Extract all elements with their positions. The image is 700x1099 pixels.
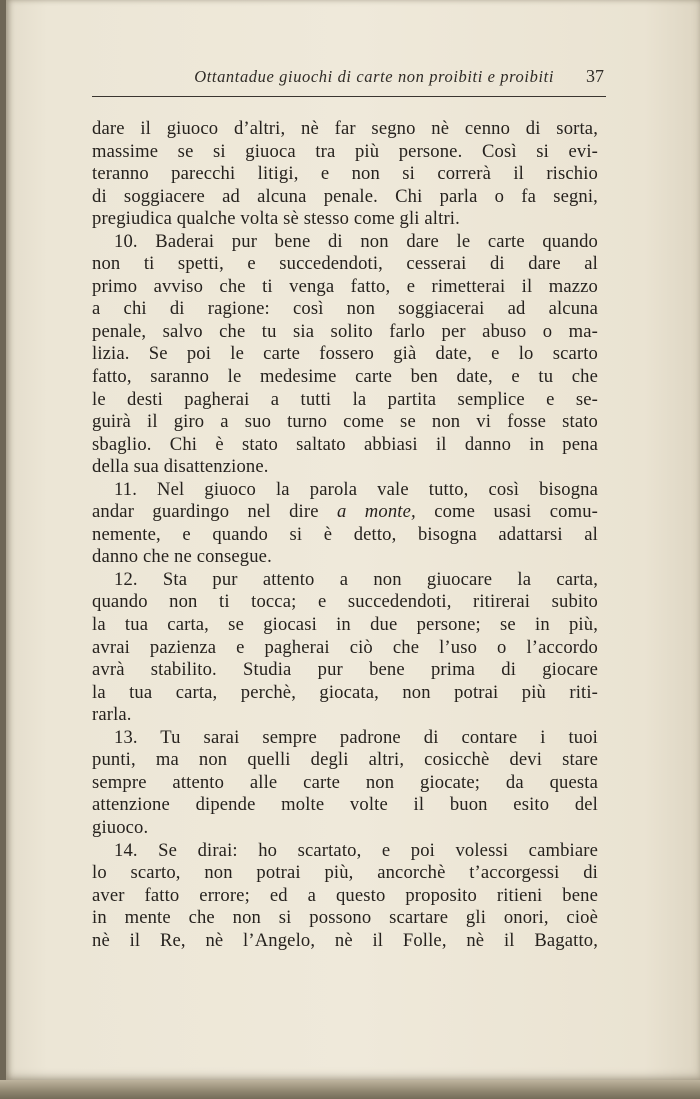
text-line: quando non ti tocca; e succedendoti, ritirerai subito xyxy=(92,591,598,613)
text-line: a chi di ragione: così non soggiacerai ad alcuna xyxy=(92,298,598,320)
text-line: guirà il giro a suo turno come se non vi fosse stato xyxy=(92,411,598,433)
text-line: pregiudica qualche volta sè stesso come gli altri. xyxy=(92,208,460,230)
text-line: lo scarto, non potrai più, ancorchè t’accorgessi di xyxy=(92,862,598,884)
text-line: giuoco. xyxy=(92,816,149,838)
text-line: in mente che non si possono scartare gli onori, cioè xyxy=(92,907,598,929)
text-line: rarla. xyxy=(92,704,132,726)
text-line: sempre attento alle carte non giocate; da questa xyxy=(92,771,598,793)
text-line: sbaglio. Chi è stato saltato abbiasi il danno in pena xyxy=(92,433,598,455)
text-line: teranno parecchi litigi, e non si correrà il rischio xyxy=(92,163,598,185)
paragraph-14-line: 14. Se dirai: ho scartato, e poi volessi cambiare xyxy=(114,839,598,861)
text-line: lizia. Se poi le carte fossero già date, e lo scarto xyxy=(92,343,598,365)
text-segment: 11. Nel giuoco la parola vale tutto, così bisogna xyxy=(114,478,598,500)
paragraph-11-line xyxy=(92,479,598,502)
page-number: 37 xyxy=(586,66,604,86)
text-line: la tua carta, se giocasi in due persone; se in più, xyxy=(92,614,598,636)
text-line: le desti pagherai a tutti la partita semplice e se- xyxy=(92,388,598,410)
text-line: primo avviso che ti venga fatto, e rimetterai il mazzo xyxy=(92,275,598,297)
text-segment: andar guardingo nel dire xyxy=(92,501,337,523)
text-line: penale, salvo che tu sia solito farlo per abuso o ma- xyxy=(92,320,598,342)
text-line: avrai pazienza e pagherai ciò che l’uso o l’accordo xyxy=(92,636,598,658)
text-line: massime se si giuoca tra più persone. Così si evi- xyxy=(92,140,598,162)
text-segment: come usasi comu- xyxy=(415,501,599,523)
paragraph-10-line: 10. Baderai pur bene di non dare le carte quando xyxy=(114,230,598,252)
text-line: della sua disattenzione. xyxy=(92,456,269,478)
text-line-with-italic xyxy=(92,501,598,524)
italic-phrase: a monte, xyxy=(336,501,416,523)
text-line: nè il Re, nè l’Angelo, nè il Folle, nè il Bagatto, xyxy=(92,929,598,951)
paragraph-12-line: 12. Sta pur attento a non giuocare la carta, xyxy=(114,568,598,590)
text-line: danno che ne consegue. xyxy=(92,546,272,568)
text-line: dare il giuoco d’altri, nè far segno nè cenno di sorta, xyxy=(92,118,598,139)
text-line: punti, ma non quelli degli altri, cosicchè devi stare xyxy=(92,749,598,771)
running-header xyxy=(92,60,606,97)
text-line: attenzione dipende molte volte il buon esito del xyxy=(92,794,598,816)
text-line: aver fatto errore; ed a questo proposito ritieni bene xyxy=(92,884,598,906)
text-line: non ti spetti, e succedendoti, cesserai di dare al xyxy=(92,253,598,275)
running-title: Ottantadue giuochi di carte non proibiti e proibiti xyxy=(194,67,554,86)
text-line: la tua carta, perchè, giocata, non potrai più riti- xyxy=(92,681,598,703)
paragraph-13-line: 13. Tu sarai sempre padrone di contare i tuoi xyxy=(114,726,598,748)
text-line: nemente, e quando si è detto, bisogna adattarsi al xyxy=(92,523,598,545)
text-line: di soggiacere ad alcuna penale. Chi parla o fa segni, xyxy=(92,185,598,207)
book-page xyxy=(6,0,700,1080)
body-text xyxy=(92,118,598,952)
text-line: avrà stabilito. Studia pur bene prima di giocare xyxy=(92,659,598,681)
page-bottom-edge xyxy=(0,1080,700,1099)
text-line: fatto, saranno le medesime carte ben date, e tu che xyxy=(92,366,598,388)
